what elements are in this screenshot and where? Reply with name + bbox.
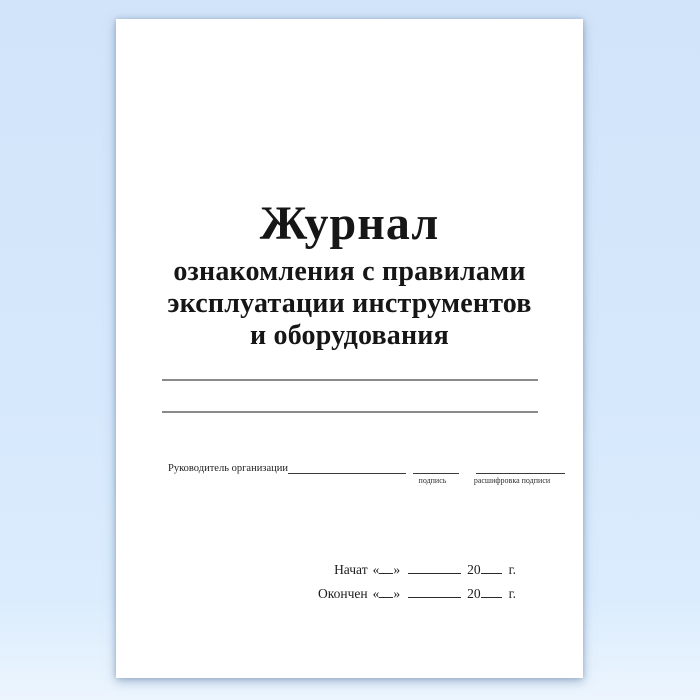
title-block bbox=[116, 199, 583, 352]
finished-quote-close: » bbox=[393, 586, 401, 601]
signature-transcript-blank bbox=[476, 462, 565, 474]
signature-transcript-caption: расшифровка подписи bbox=[473, 476, 551, 485]
finished-label: Окончен bbox=[318, 586, 368, 601]
finished-quote-open: « bbox=[372, 586, 380, 601]
signature-transcript-column bbox=[459, 462, 565, 485]
blank-rule-1 bbox=[162, 379, 538, 381]
started-year-blank bbox=[481, 573, 502, 574]
subtitle-line-3: и оборудования bbox=[249, 320, 449, 351]
started-row bbox=[318, 558, 516, 582]
subtitle-line-1: ознакомления с правилами bbox=[173, 256, 526, 287]
started-day-blank bbox=[379, 573, 393, 574]
subtitle-line-2: эксплуатации инструментов bbox=[167, 288, 532, 319]
journal-title: Журнал bbox=[259, 197, 440, 250]
started-quote-open: « bbox=[372, 562, 380, 577]
blank-rule-2 bbox=[162, 411, 538, 413]
finished-year-blank bbox=[481, 597, 502, 598]
signature-blank bbox=[413, 462, 459, 474]
finished-row bbox=[318, 582, 516, 606]
dates-block bbox=[318, 558, 516, 606]
started-year-suffix: г. bbox=[508, 562, 516, 577]
started-century: 20 bbox=[467, 562, 481, 577]
director-label: Руководитель организации bbox=[168, 463, 288, 474]
journal-cover-page bbox=[116, 19, 583, 678]
director-name-blank bbox=[288, 462, 406, 474]
finished-month-blank bbox=[408, 597, 461, 598]
signature-caption: подпись bbox=[418, 476, 447, 485]
started-month-blank bbox=[408, 573, 461, 574]
director-signature-row bbox=[168, 462, 565, 485]
finished-century: 20 bbox=[467, 586, 481, 601]
journal-subtitle bbox=[116, 256, 583, 352]
finished-year-suffix: г. bbox=[508, 586, 516, 601]
signature-column bbox=[406, 462, 459, 485]
started-quote-close: » bbox=[393, 562, 401, 577]
finished-day-blank bbox=[379, 597, 393, 598]
started-label: Начат bbox=[334, 562, 368, 577]
